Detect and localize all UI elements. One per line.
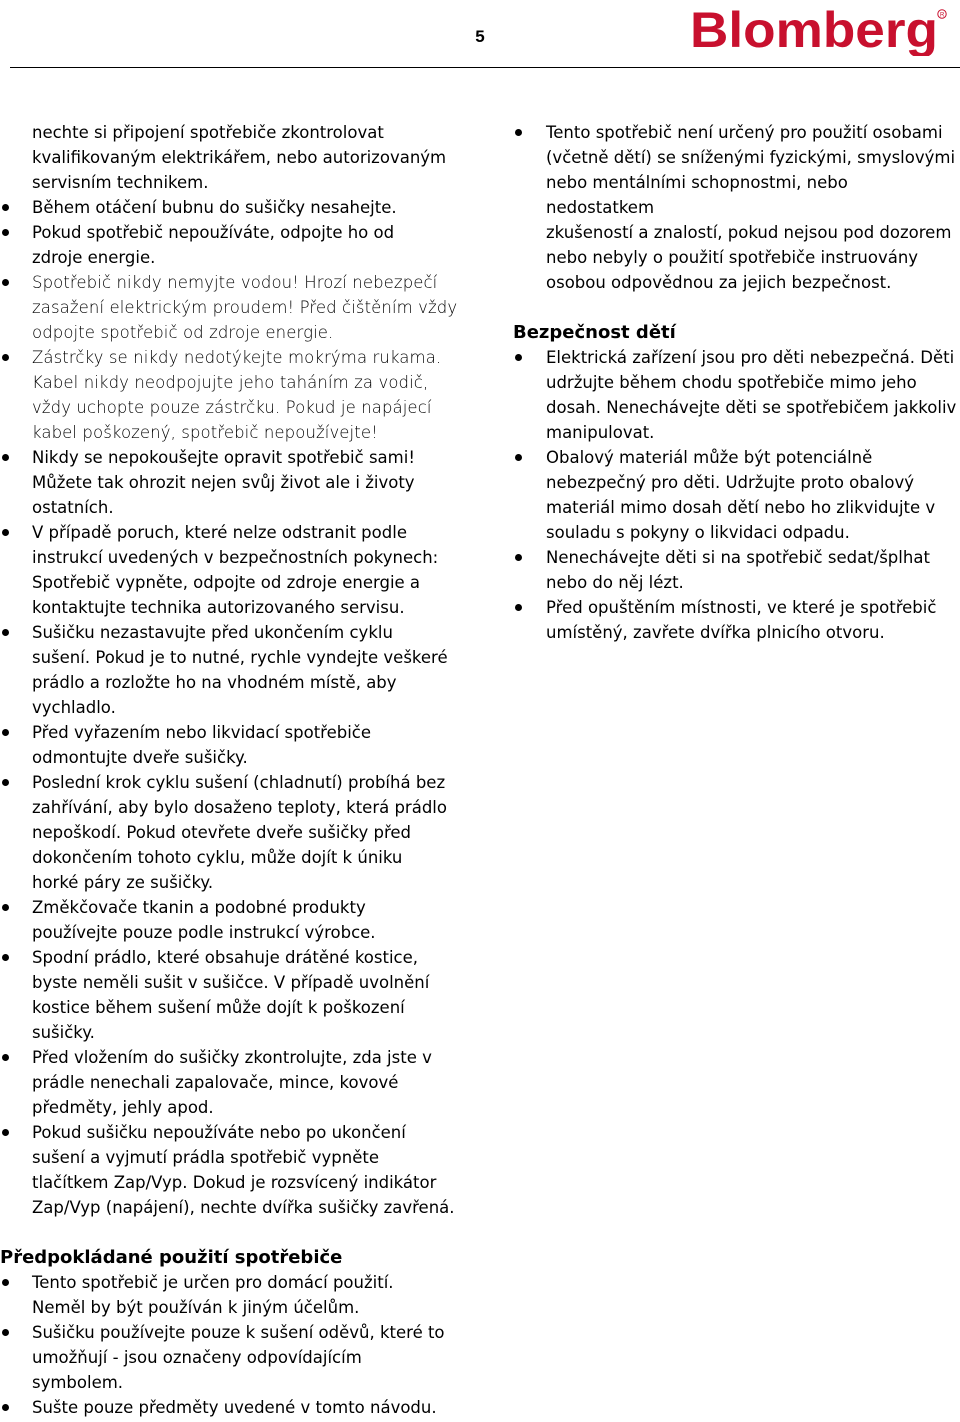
list-item: Zástrčky se nikdy nedotýkejte mokrýma rukama. Kabel nikdy neodpojujte jeho taháním za vodič, vždy uchopte pouze zástrčku. Pokud je napájecí kabel poškozený, spotřebič nepoužívejte! (0, 345, 460, 445)
header-rule (10, 67, 960, 68)
list-item: Sušte pouze předměty uvedené v tomto návodu. (0, 1395, 470, 1420)
list-item: Poslední krok cyklu sušení (chladnutí) probíhá bez zahřívání, aby bylo dosaženo teploty, která prádlo nepoškodí. Pokud otevřete dveře sušičky před dokončením tohoto cyklu, může dojít k úniku horké páry ze sušičky. (0, 770, 460, 895)
list-item: Spotřebič nikdy nemyjte vodou! Hrozí nebezpečí zasažení elektrickým proudem! Před čištěním vždy odpojte spotřebič od zdroje energie. (0, 270, 460, 345)
right-column (513, 120, 960, 645)
continuation-text: nechte si připojení spotřebiče zkontrolovat kvalifikovaným elektrikářem, nebo autorizovaným servisním technikem. (32, 123, 447, 192)
list-item: Změkčovače tkanin a podobné produkty používejte pouze podle instrukcí výrobce. (0, 895, 460, 945)
list-item: Nenechávejte děti si na spotřebič sedat/šplhat nebo do něj lézt. (513, 545, 960, 595)
child-safety-list (513, 345, 960, 645)
capability-list (513, 120, 960, 295)
list-item: Pokud sušičku nepoužíváte nebo po ukončení sušení a vyjmutí prádla spotřebič vypněte tlačítkem Zap/Vyp. Dokud je rozsvícený indikátor Zap/Vyp (napájení), nechte dvířka sušičky zavřená. (0, 1120, 460, 1220)
list-item: Sušičku používejte pouze k sušení oděvů, které to umožňují - jsou označeny odpovídajícím symbolem. (0, 1320, 470, 1395)
list-item: V případě poruch, které nelze odstranit podle instrukcí uvedených v bezpečnostních pokynech: Spotřebič vypněte, odpojte od zdroje energie a kontaktujte technika autorizovaného servisu. (0, 520, 460, 620)
svg-text:R: R (940, 12, 945, 19)
list-item: Elektrická zařízení jsou pro děti nebezpečná. Děti udržujte během chodu spotřebiče mimo jeho dosah. Nenechávejte děti se spotřebičem jakkoliv manipulovat. (513, 345, 960, 445)
list-item: Před vložením do sušičky zkontrolujte, zda jste v prádle nenechali zapalovače, mince, kovové předměty, jehly apod. (0, 1045, 460, 1120)
page-number: 5 (475, 27, 485, 46)
list-item: Tento spotřebič je určen pro domácí použití. Neměl by být používán k jiným účelům. (0, 1270, 470, 1320)
list-item: Tento spotřebič není určený pro použití osobami (včetně dětí) se sníženými fyzickými, smyslovými nebo mentálními schopnostmi, nebo nedostatkem zkušeností a znalostí, pokud nejsou pod dozorem nebo nebyly o použití spotřebiče instruovány osobou odpovědnou za jejich bezpečnost. (513, 120, 960, 295)
blomberg-logo (688, 4, 950, 56)
list-item: Sušičku nezastavujte před ukončením cyklu sušení. Pokud je to nutné, rychle vyndejte veškeré prádlo a rozložte ho na vhodném místě, aby vychladlo. (0, 620, 460, 720)
section-heading-intended-use: Předpokládané použití spotřebiče (0, 1247, 343, 1268)
left-column (0, 120, 460, 1220)
intended-use-section (0, 1245, 470, 1420)
list-item: Před vyřazením nebo likvidací spotřebiče odmontujte dveře sušičky. (0, 720, 460, 770)
list-item: Spodní prádlo, které obsahuje drátěné kostice, byste neměli sušit v sušičce. V případě uvolnění kostice během sušení může dojít k poškození sušičky. (0, 945, 460, 1045)
list-item: Nikdy se nepokoušejte opravit spotřebič sami! Můžete tak ohrozit nejen svůj život ale i životy ostatních. (0, 445, 460, 520)
list-item: Obalový materiál může být potenciálně nebezpečný pro děti. Udržujte proto obalový materiál mimo dosah dětí nebo ho zlikvidujte v souladu s pokyny o likvidaci odpadu. (513, 445, 960, 545)
list-item: Během otáčení bubnu do sušičky nesahejte. (0, 195, 460, 220)
list-item: Pokud spotřebič nepoužíváte, odpojte ho od zdroje energie. (0, 220, 460, 270)
intended-use-list (0, 1270, 470, 1420)
svg-text:Blomberg: Blomberg (690, 4, 938, 56)
list-item: Před opuštěním místnosti, ve které je spotřebič umístěný, zavřete dvířka plnicího otvoru. (513, 595, 960, 645)
safety-list (0, 195, 460, 1220)
section-heading-child-safety: Bezpečnost dětí (513, 322, 676, 343)
